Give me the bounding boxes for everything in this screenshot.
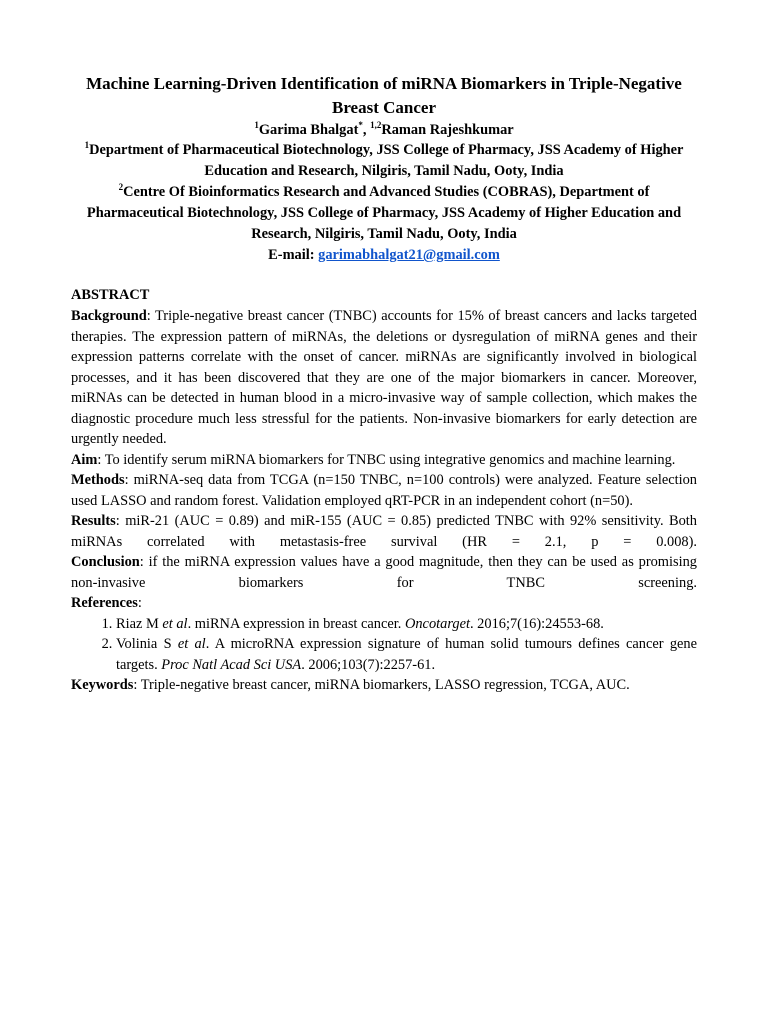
paper-title: Machine Learning-Driven Identification of miRNA Biomarkers in Triple-Negative Breast Cancer [86,74,682,117]
aim-label: Aim [71,451,98,468]
references-colon: : [137,595,142,611]
email-label: E-mail: [268,247,315,263]
methods-label: Methods [71,472,125,488]
document-content [71,72,697,696]
reference-1-title: . miRNA expression in breast cancer. [187,615,405,632]
reference-1-etal: et al [162,615,188,632]
author-1-name: Garima Bhalgat [258,122,359,138]
abstract-heading: ABSTRACT [71,287,150,303]
section-spacer [71,266,697,285]
reference-2-citation: . 2006;103(7):2257-61. [301,656,436,673]
affiliation-2 [71,182,697,245]
affiliation-2-mark: 2 [118,182,124,193]
affiliation-1-mark: 1 [84,140,90,151]
background-label: Background [71,308,147,324]
keywords-text: : Triple-negative breast cancer, miRNA biomarkers, LASSO regression, TCGA, AUC. [133,677,630,693]
references-heading [71,593,697,614]
results-paragraph [71,511,697,552]
methods-text: : miRNA-seq data from TCGA (n=150 TNBC, n=100 controls) were analyzed. Feature selection used LASSO and random forest. Validation employed qRT-PCR in an independent cohort (n=50). [71,472,697,509]
reference-1-authors: Riaz M [116,615,163,632]
keywords-label: Keywords [71,677,134,693]
conclusion-label: Conclusion [71,554,140,570]
reference-2-title: . A microRNA expression signature of human solid tumours defines cancer gene targets. [116,636,697,673]
references-list [71,614,697,676]
author-1-affiliation-mark: 1 [254,120,259,131]
results-text: : miR-21 (AUC = 0.89) and miR-155 (AUC = 0.85) predicted TNBC with 92% sensitivity. Both miRNAs correlated with metastasis-free survival (HR = 2.1, p = 0.008). [71,513,697,550]
author-2-affiliation-mark: 1,2 [370,120,382,131]
conclusion-paragraph [71,552,697,593]
corresponding-author-mark: * [358,120,363,131]
author-line: $^1$Garima Bhalgat*, $^{1,2}$Raman Rajeshkumar [254,120,514,138]
reference-2-journal: Proc Natl Acad Sci USA [161,656,302,673]
background-paragraph [71,306,697,450]
aim-text: : To identify serum miRNA biomarkers for TNBC using integrative genomics and machine learning. [97,451,676,468]
background-text: : Triple-negative breast cancer (TNBC) accounts for 15% of breast cancers and lacks targeted therapies. The expression pattern of miRNAs, the deletions or dysregulation of miRNA genes and their expression patterns correlate with the onset of cancer. miRNAs are significantly involved in biological processes, and it has been discovered that they are one of the major biomarkers in cancer. Moreover, miRNAs can be detected in human blood in a micro-invasive way of sample collection, which makes the diagnostic procedure much less stressful for the patients. Non-invasive biomarkers for early detection are urgently needed. [71,308,697,447]
affiliation-1 [71,140,697,182]
reference-item [116,614,697,635]
aim-paragraph [71,450,697,471]
keywords-paragraph [71,675,697,696]
reference-1-citation: . 2016;7(16):24553-68. [469,615,604,632]
methods-paragraph [71,470,697,511]
reference-item [116,634,697,675]
results-label: Results [71,513,116,529]
conclusion-text: : if the miRNA expression values have a good magnitude, then they can be used as promising non-invasive biomarkers for TNBC screening. [71,554,697,591]
reference-2-authors: Volinia S [116,636,178,652]
email-line [71,245,697,266]
author-2-name: Raman Rajeshkumar [381,122,514,138]
email-link[interactable]: garimabhalgat21@gmail.com [318,247,500,263]
reference-2-etal: et al [177,636,206,652]
references-label: References [71,595,138,611]
affiliation-1-text: Department of Pharmaceutical Biotechnology, JSS College of Pharmacy, JSS Academy of Higher Education and Research, Nilgiris, Tamil Nadu, Ooty, India [89,142,684,179]
reference-1-journal: Oncotarget [404,615,470,632]
affiliation-2-text: Centre Of Bioinformatics Research and Advanced Studies (COBRAS), Department of Pharmaceutical Biotechnology, JSS College of Pharmacy, JSS Academy of Higher Education and Research, Nilgiris, Tamil Nadu, Ooty, India [86,184,682,242]
